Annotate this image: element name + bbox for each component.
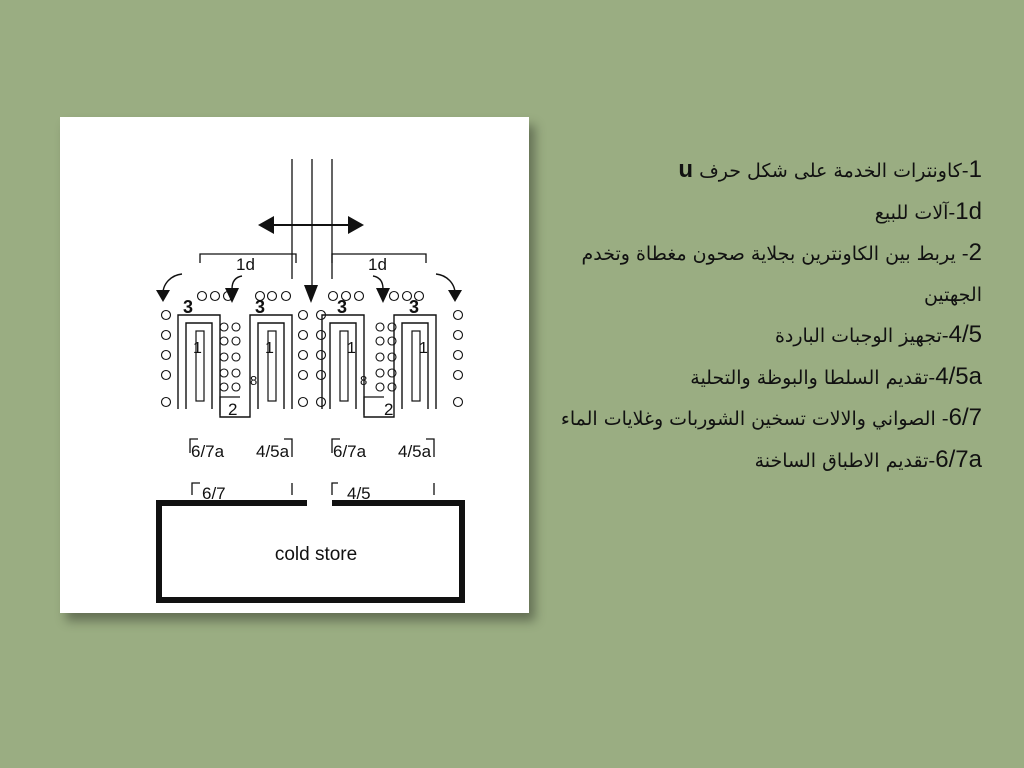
label-two: 2 — [384, 400, 394, 419]
counter-block-right — [322, 297, 436, 419]
counter-label: 4/5a — [256, 442, 290, 461]
seat-circle — [211, 292, 220, 301]
seat-circle — [162, 331, 171, 340]
seat-circle — [317, 331, 326, 340]
arrow-right-icon — [348, 216, 364, 234]
seat-circle — [376, 337, 384, 345]
legend-text: -تقديم السلطا والبوظة والتحلية — [690, 366, 936, 389]
legend-suffix: u — [678, 156, 694, 183]
seat-circle — [299, 311, 308, 320]
seat-circle — [162, 351, 171, 360]
seat-circle — [317, 398, 326, 407]
cold-store-label: cold store — [274, 544, 358, 565]
seat-circle — [220, 383, 228, 391]
seat-circle — [454, 351, 463, 360]
diagram-panel — [60, 117, 529, 613]
legend-key: 1 — [968, 156, 982, 183]
label-three: 3 — [409, 297, 420, 317]
seat-circle — [162, 371, 171, 380]
label-two: 2 — [228, 400, 238, 419]
split-arrows — [258, 216, 364, 234]
seat-circle — [454, 311, 463, 320]
legend-key: 6/7 — [948, 404, 982, 431]
label-one: 1 — [265, 340, 274, 357]
counter-label: 4/5 — [347, 484, 371, 503]
legend-text: - يربط بين الكاونترين بجلاية صحون مغطاة وتخدم الجهتين — [581, 243, 982, 306]
seat-circle — [388, 337, 396, 345]
arrow-down-icon — [304, 285, 318, 303]
legend-text: -كاونترات الخدمة على شكل حرف — [699, 160, 969, 182]
legend-key: 4/5a — [935, 362, 982, 390]
legend-item-4-5a — [560, 357, 982, 399]
vending-machine-left — [200, 254, 296, 274]
legend-key: 4/5 — [948, 321, 982, 348]
arrow-down-icon — [376, 288, 390, 303]
seat-circle — [232, 337, 240, 345]
seat-circle — [376, 323, 384, 331]
label-b: 8 — [360, 373, 368, 388]
seat-circle — [232, 369, 240, 377]
seat-circle — [282, 292, 291, 301]
legend-item-6-7 — [560, 398, 982, 440]
arrow-left-icon — [258, 216, 274, 234]
legend-item-1d — [560, 192, 982, 234]
seat-circle — [299, 371, 308, 380]
seat-circle — [317, 371, 326, 380]
seat-circle — [268, 292, 277, 301]
legend-text — [560, 150, 982, 481]
seat-circle — [388, 369, 396, 377]
seat-circle — [198, 292, 207, 301]
legend-text: - الصواني والالات تسخين الشوربات وغلايات الماء — [560, 408, 949, 430]
seat-circle — [388, 383, 396, 391]
legend-item-1 — [560, 150, 982, 192]
cold-store-room — [159, 503, 462, 600]
seat-circle — [390, 292, 399, 301]
legend-text: -تجهيز الوجبات الباردة — [774, 325, 949, 347]
counter-block-left — [178, 297, 292, 419]
label-three: 3 — [183, 297, 194, 317]
seat-circle — [355, 292, 364, 301]
legend-key: 2 — [968, 239, 982, 266]
legend-item-2 — [560, 233, 982, 315]
seat-circle — [299, 351, 308, 360]
seat-circle — [232, 323, 240, 331]
seat-circle — [299, 331, 308, 340]
seat-circle — [388, 323, 396, 331]
seat-circle — [454, 371, 463, 380]
seat-circle — [220, 369, 228, 377]
seat-circle — [232, 353, 240, 361]
seat-circle — [317, 351, 326, 360]
label-three: 3 — [337, 297, 348, 317]
serving-counters — [190, 439, 434, 503]
arrow-down-icon — [156, 290, 170, 302]
label-one: 1 — [193, 340, 202, 357]
seat-circle — [232, 383, 240, 391]
label-b: 8 — [250, 373, 258, 388]
seat-circle — [299, 398, 308, 407]
seat-circle — [376, 383, 384, 391]
seat-circle — [220, 353, 228, 361]
seat-circle — [220, 323, 228, 331]
label-three: 3 — [255, 297, 266, 317]
seat-circle — [454, 398, 463, 407]
counter-label: 4/5a — [398, 442, 432, 461]
label-one: 1 — [347, 340, 356, 357]
counter-label: 6/7a — [333, 442, 367, 461]
seat-circle — [220, 337, 228, 345]
cafeteria-layout-diagram — [60, 117, 529, 613]
seat-circle — [162, 398, 171, 407]
legend-text: -تقديم الاطباق الساخنة — [754, 449, 936, 472]
vending-label: 1d — [368, 255, 387, 274]
seat-circle — [454, 331, 463, 340]
legend-item-6-7a — [560, 440, 982, 482]
vending-machine-right — [332, 254, 426, 274]
counter-label: 6/7a — [191, 442, 225, 461]
entrance-lines — [292, 159, 332, 285]
seat-circle — [162, 311, 171, 320]
seat-circle — [376, 369, 384, 377]
seat-circle — [376, 353, 384, 361]
legend-item-4-5 — [560, 315, 982, 357]
legend-text: -آلات للبيع — [874, 201, 956, 224]
seat-circle — [388, 353, 396, 361]
counter-label: 6/7 — [202, 484, 226, 503]
legend-key: 1d — [955, 197, 982, 225]
label-one: 1 — [419, 340, 428, 357]
vending-label: 1d — [236, 255, 255, 274]
legend-key: 6/7a — [935, 445, 982, 473]
